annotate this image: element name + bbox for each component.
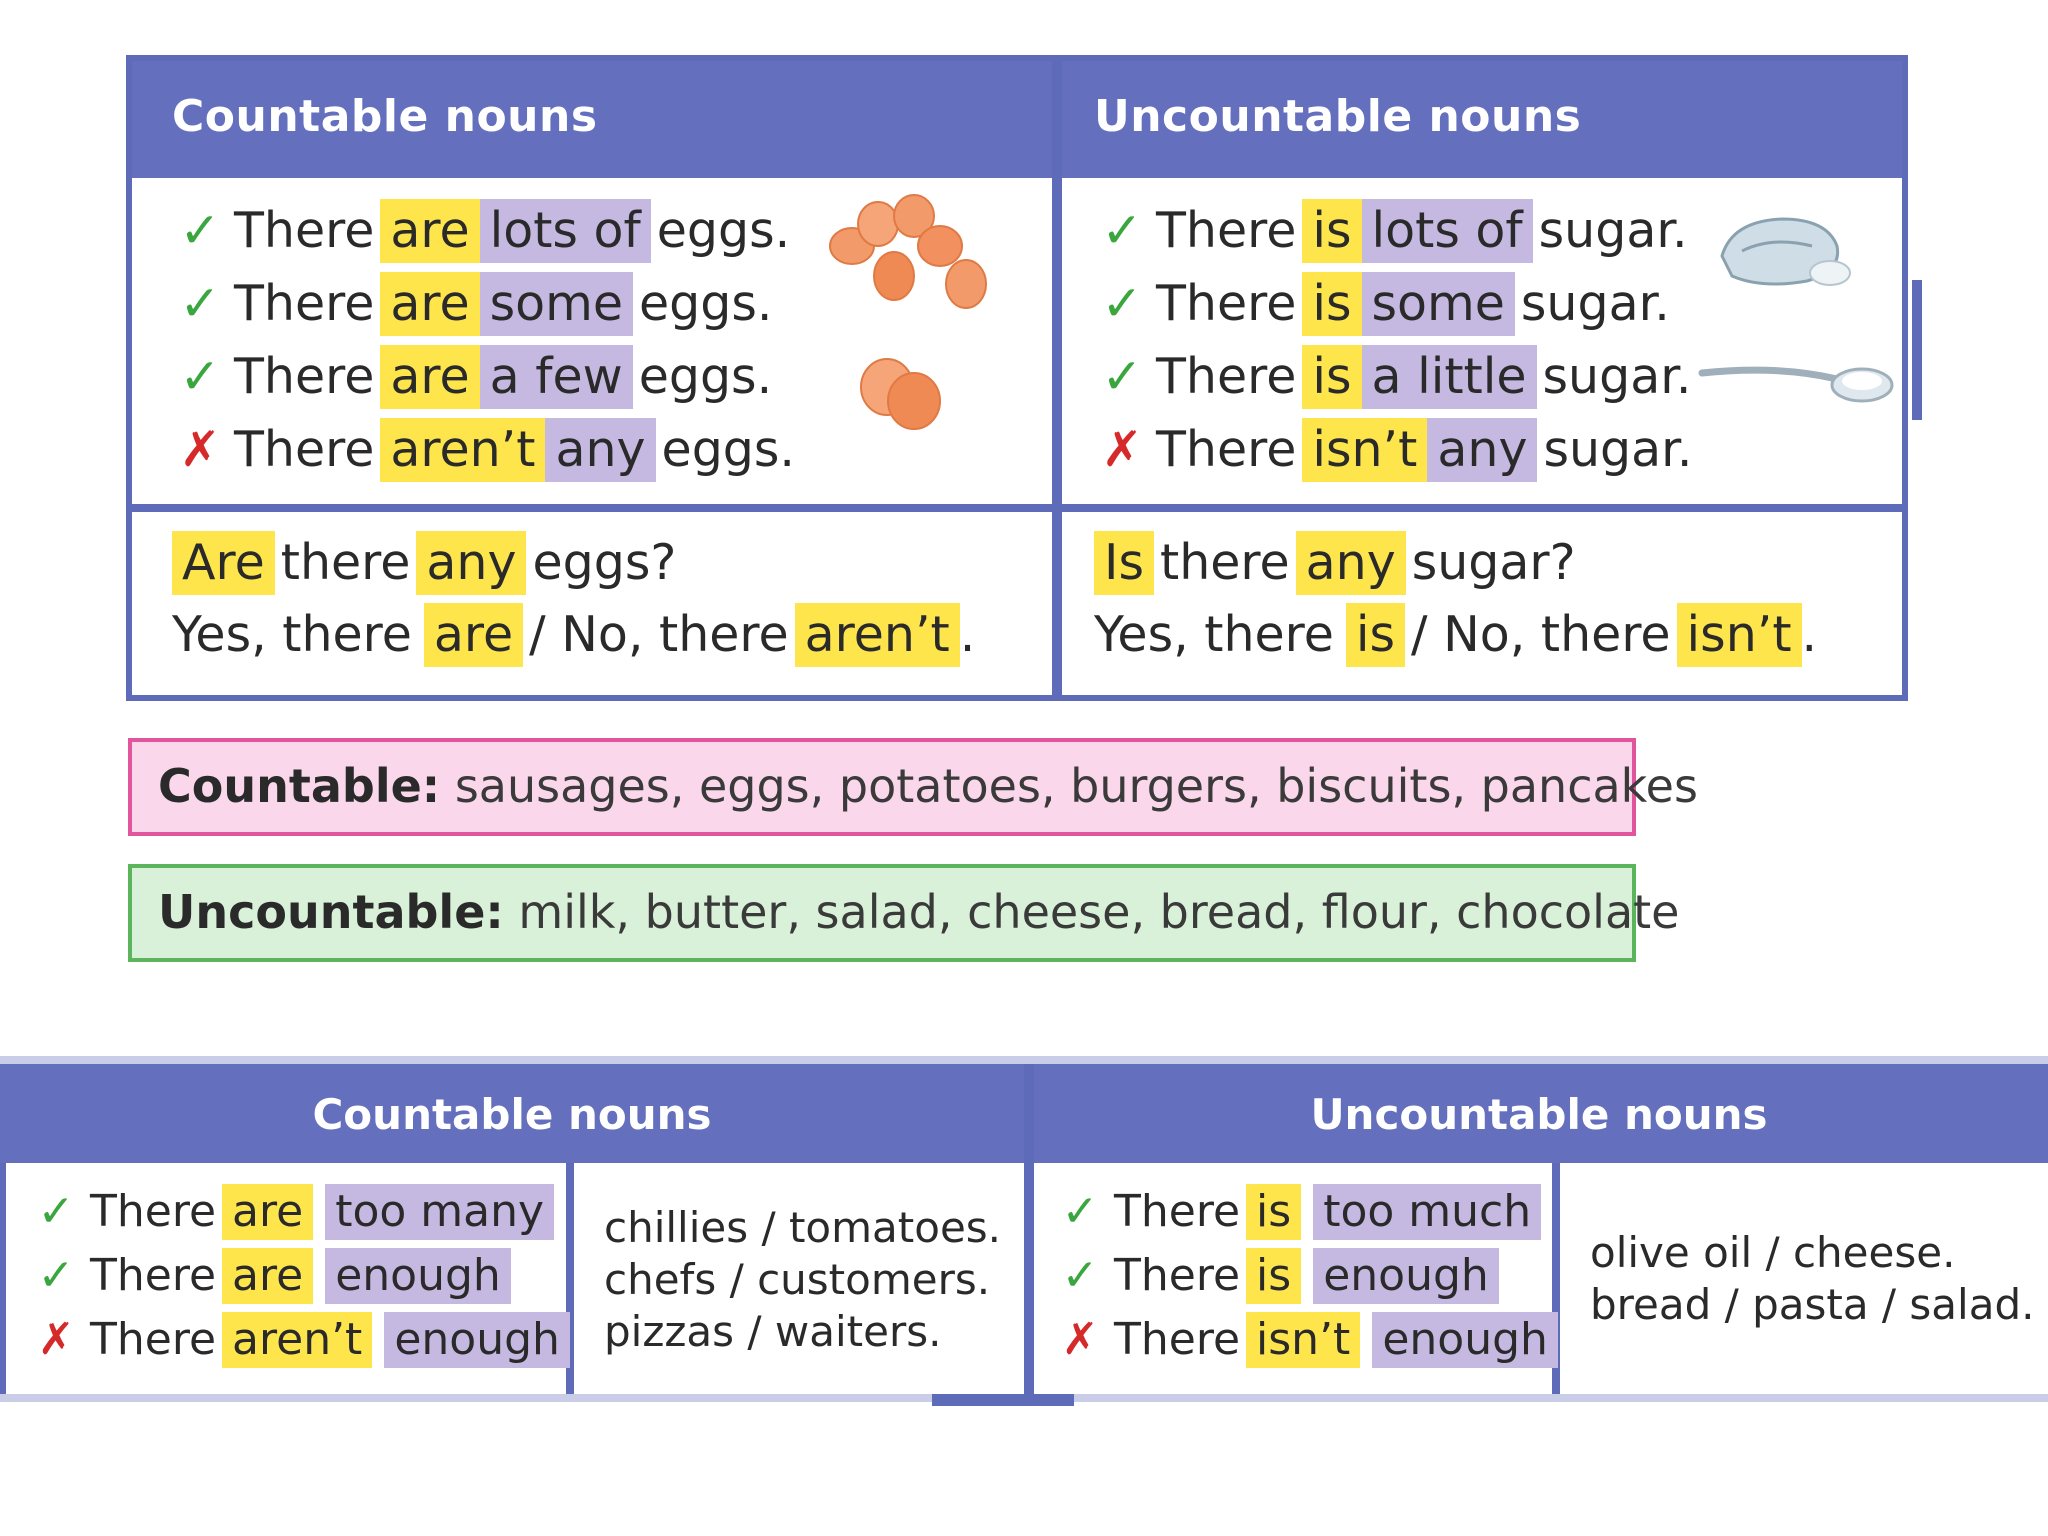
quantifier-highlight: any: [1296, 531, 1406, 595]
quantifier-highlight: lots of: [480, 199, 651, 263]
quantifier-highlight: a little: [1362, 345, 1537, 409]
uncountable-list-values: milk, butter, salad, cheese, bread, flour, chocolate: [518, 885, 1680, 939]
header-countable-nouns: Countable nouns: [312, 1090, 712, 1139]
check-icon: ✓: [1061, 1186, 1099, 1237]
check-icon: ✓: [179, 202, 221, 259]
cross-icon: ✗: [37, 1314, 75, 1365]
example-line: bread / pasta / salad.: [1590, 1280, 2035, 1329]
verb-highlight: are: [380, 345, 479, 409]
header-uncountable-nouns: Uncountable nouns: [1094, 91, 1582, 142]
uncountable-row-2: ✓ There is some sugar.: [1094, 272, 1676, 336]
bottom-uncountable-row-3: ✗ There isn’t enough: [1052, 1312, 1558, 1368]
bottom-countable-row-3: ✗ There aren’t enough: [28, 1312, 570, 1368]
bottom-uncountable-row-1: ✓ There is too much: [1052, 1184, 1541, 1240]
bottom-uncountable-examples: [1590, 1227, 2040, 1347]
verb-highlight: is: [1246, 1248, 1301, 1304]
uncountable-question: Is there any sugar?: [1094, 531, 1582, 595]
verb-highlight: is: [1302, 345, 1361, 409]
check-icon: ✓: [1101, 202, 1143, 259]
grammar-table-top: [126, 55, 1908, 701]
row-divider: [132, 504, 1902, 512]
spoon-sugar-picture: [1697, 351, 1897, 411]
quantifier-highlight: lots of: [1362, 199, 1533, 263]
check-icon: ✓: [1101, 348, 1143, 405]
countable-row-3: ✓ There are a few eggs.: [172, 345, 778, 409]
header-uncountable-nouns: Uncountable nouns: [1310, 1090, 1768, 1139]
check-icon: ✓: [179, 275, 221, 332]
quantifier-highlight: enough: [1313, 1248, 1499, 1304]
verb-highlight: aren’t: [795, 603, 960, 667]
uncountable-answer: Yes, there is / No, there isn’t .: [1094, 603, 1817, 667]
bottom-tab: [932, 1394, 1074, 1406]
quantifier-highlight: any: [545, 418, 655, 482]
countable-statements: [172, 199, 796, 499]
verb-highlight: is: [1246, 1184, 1301, 1240]
quantifier-highlight: any: [1427, 418, 1537, 482]
column-divider: [1052, 61, 1062, 695]
sugar-bowl-picture: [1712, 201, 1862, 301]
verb-highlight: aren’t: [222, 1312, 372, 1368]
verb-highlight: is: [1302, 272, 1361, 336]
cross-icon: ✗: [179, 421, 221, 478]
example-line: chillies / tomatoes.: [604, 1203, 1002, 1252]
verb-highlight: are: [222, 1248, 313, 1304]
verb-highlight: isn’t: [1677, 603, 1802, 667]
side-tab: [1912, 280, 1922, 420]
eggs-picture: [822, 186, 992, 316]
check-icon: ✓: [179, 348, 221, 405]
countable-row-4: ✗ There aren’t any eggs.: [172, 418, 801, 482]
uncountable-statements: [1094, 199, 1694, 499]
verb-highlight: is: [1302, 199, 1361, 263]
quantifier-highlight: enough: [384, 1312, 570, 1368]
bottom-countable-statements: [28, 1184, 558, 1384]
bottom-countable-examples: [604, 1202, 1014, 1372]
column-divider: [1024, 1064, 1034, 1398]
quantifier-highlight: a few: [480, 345, 633, 409]
quantifier-highlight: any: [416, 531, 526, 595]
countable-list-box: [128, 738, 1698, 836]
header-countable-nouns: Countable nouns: [172, 91, 598, 142]
verb-highlight: Are: [172, 531, 275, 595]
countable-question: Are there any eggs?: [172, 531, 682, 595]
cross-icon: ✗: [1061, 1314, 1099, 1365]
example-line: olive oil / cheese.: [1590, 1228, 1956, 1277]
verb-highlight: isn’t: [1246, 1312, 1360, 1368]
example-line: pizzas / waiters.: [604, 1307, 942, 1356]
left-border: [0, 1163, 6, 1398]
verb-highlight: aren’t: [380, 418, 545, 482]
check-icon: ✓: [1101, 275, 1143, 332]
countable-list-label: Countable:: [158, 759, 441, 813]
grammar-table-bottom: [0, 1056, 2048, 1404]
check-icon: ✓: [37, 1186, 75, 1237]
verb-highlight: are: [380, 272, 479, 336]
two-eggs-picture: [852, 349, 952, 439]
countable-list-values: sausages, eggs, potatoes, burgers, biscuits, pancakes: [454, 759, 1698, 813]
verb-highlight: are: [222, 1184, 313, 1240]
verb-highlight: are: [380, 199, 479, 263]
countable-answer: Yes, there are / No, there aren’t .: [172, 603, 975, 667]
quantifier-highlight: some: [480, 272, 633, 336]
verb-highlight: are: [424, 603, 523, 667]
example-line: chefs / customers.: [604, 1255, 991, 1304]
bottom-uncountable-row-2: ✓ There is enough: [1052, 1248, 1499, 1304]
bottom-uncountable-statements: [1052, 1184, 1552, 1384]
uncountable-question-block: [1094, 531, 1894, 681]
uncountable-row-1: ✓ There is lots of sugar.: [1094, 199, 1694, 263]
uncountable-list-label: Uncountable:: [158, 885, 504, 939]
bottom-countable-row-1: ✓ There are too many: [28, 1184, 554, 1240]
uncountable-row-4: ✗ There isn’t any sugar.: [1094, 418, 1698, 482]
quantifier-highlight: too much: [1313, 1184, 1541, 1240]
quantifier-highlight: enough: [1372, 1312, 1558, 1368]
bottom-countable-row-2: ✓ There are enough: [28, 1248, 511, 1304]
countable-row-1: ✓ There are lots of eggs.: [172, 199, 796, 263]
check-icon: ✓: [37, 1250, 75, 1301]
check-icon: ✓: [1061, 1250, 1099, 1301]
verb-highlight: Is: [1094, 531, 1154, 595]
quantifier-highlight: too many: [325, 1184, 554, 1240]
uncountable-row-3: ✓ There is a little sugar.: [1094, 345, 1697, 409]
verb-highlight: is: [1346, 603, 1405, 667]
uncountable-list-box: [128, 864, 1680, 962]
cross-icon: ✗: [1101, 421, 1143, 478]
top-table-header: [132, 61, 1902, 178]
quantifier-highlight: enough: [325, 1248, 511, 1304]
verb-highlight: isn’t: [1302, 418, 1427, 482]
countable-question-block: [172, 531, 1032, 681]
quantifier-highlight: some: [1362, 272, 1515, 336]
countable-row-2: ✓ There are some eggs.: [172, 272, 778, 336]
